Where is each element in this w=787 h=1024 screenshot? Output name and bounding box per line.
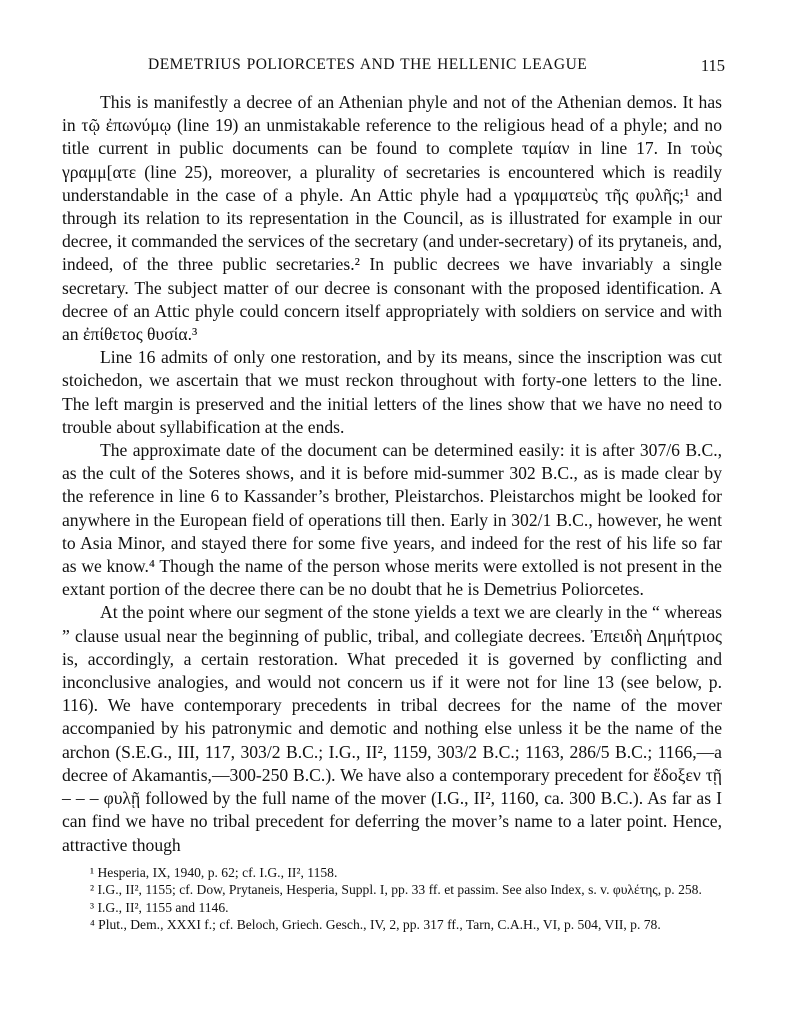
page-number: 115 (700, 56, 725, 75)
footnotes (62, 864, 722, 934)
paragraph: At the point where our segment of the stone yields a text we are clearly in the “ whereas ” clause usual near the beginning of public, tribal, and collegiate decrees. Ἐπειδὴ Δημήτριος is, accordingly, a certain restoration. What preceded it is governed by conflicting and inconclusive analogies, and would not concern us if it were not for line 13 (see below, p. 116). We have contemporary precedents in tribal decrees for the name of the mover accompanied by his patronymic and demotic and nothing else unless it be the name of the archon (S.E.G., III, 117, 303/2 B.C.; I.G., II², 1159, 303/2 B.C.; 1163, 286/5 B.C.; 1166,—a decree of Akamantis,—300-250 B.C.). We have also a contemporary precedent for ἔδοξεν τῇ – – – φυλῇ followed by the full name of the mover (I.G., II², 1160, ca. 300 B.C.). As far as I can find we have no tribal precedent for deferring the mover’s name to a later point. Hence, attractive though (62, 602, 722, 855)
footnote: ¹ Hesperia, IX, 1940, p. 62; cf. I.G., II², 1158. (90, 865, 338, 880)
footnote: ³ I.G., II², 1155 and 1146. (90, 899, 229, 915)
paragraph: This is manifestly a decree of an Athenian phyle and not of the Athenian demos. It has in τῷ ἐπωνύμῳ (line 19) an unmistakable reference to the religious head of a phyle; and no title current in public documents can be found to complete ταμίαν in line 17. In τοὺς γραμμ[ατε (line 25), moreover, a plurality of secretaries is encountered which is readily understandable in the case of a phyle. An Attic phyle had a γραμματεὺς τῆς φυλῆς;¹ and through its relation to its representation in the Council, as is illustrated for example in our decree, it commanded the services of the secretary (and under-secretary) of its prytaneis, and, indeed, of the three public secretaries.² In public decrees we have invariably a single secretary. The subject matter of our decree is consonant with the proposed identification. A decree of an Attic phyle could concern itself appropriately with soldiers on service and with an ἐπίθετος θυσία.³ (62, 92, 722, 345)
footnote: ⁴ Plut., Dem., XXXI f.; cf. Beloch, Griech. Gesch., IV, 2, pp. 317 ff., Tarn, C.A.H., VI, p. 504, VII, p. 78. (90, 917, 661, 933)
paragraph: The approximate date of the document can be determined easily: it is after 307/6 B.C., as the cult of the Soteres shows, and it is before mid-summer 302 B.C., as is made clear by the reference in line 6 to Kassander’s brother, Pleistarchos. Pleistarchos might be looked for anywhere in the European field of operations till then. Early in 302/1 B.C., however, he went to Asia Minor, and stayed there for some five years, and indeed for the rest of his life so far as we know.⁴ Though the name of the person whose merits were extolled is not present in the extant portion of the decree there can be no doubt that he is Demetrius Poliorcetes. (62, 440, 722, 600)
running-header (62, 56, 725, 78)
body-text (62, 91, 722, 857)
paragraph: Line 16 admits of only one restoration, and by its means, since the inscription was cut stoichedon, we ascertain that we must reckon throughout with forty-one letters to the line. The left margin is preserved and the initial letters of the lines show that we have no need to trouble about syllabification at the ends. (62, 347, 722, 437)
footnote: ² I.G., II², 1155; cf. Dow, Prytaneis, Hesperia, Suppl. I, pp. 33 ff. et passim. See also Index, s. v. φυλέτης, p. 258. (90, 882, 702, 898)
running-title: DEMETRIUS POLIORCETES AND THE HELLENIC LEAGUE (148, 56, 588, 73)
